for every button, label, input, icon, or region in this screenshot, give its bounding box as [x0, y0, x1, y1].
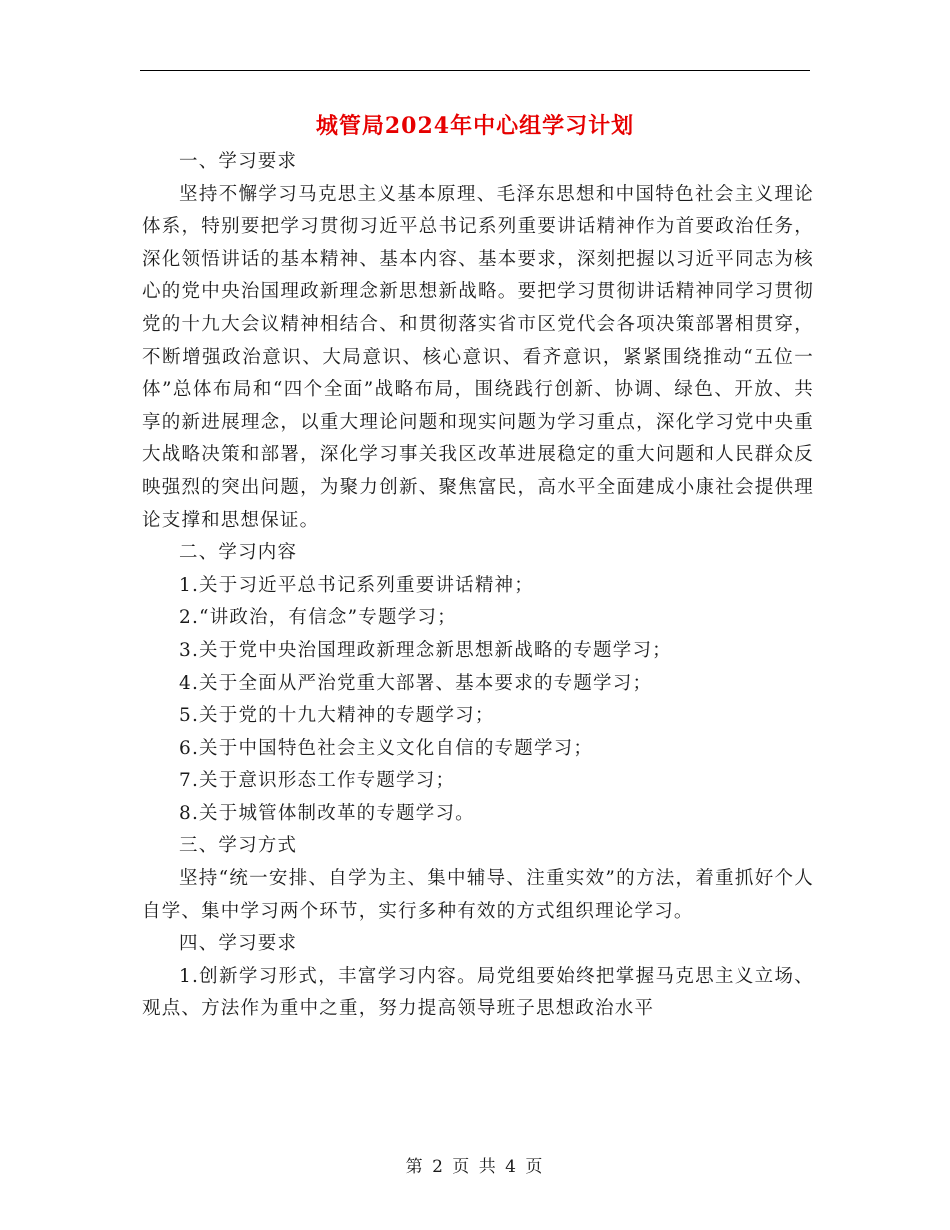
page-number-footer: 第 2 页 共 4 页 [405, 1157, 545, 1177]
section-3-paragraph: 坚持“统一安排、自学为主、集中辅导、注重实效”的方法，着重抓好个人自学、集中学习两个环节，实行多种有效的方式组织理论学习。 [142, 868, 814, 922]
section-heading-1: 一、学习要求 [179, 151, 298, 172]
header-rule [140, 70, 810, 71]
section-heading-4: 四、学习要求 [179, 933, 298, 955]
section-4-paragraph: 1.创新学习形式，丰富学习内容。局党组要始终把掌握马克思主义立场、观点、方法作为重中之重，努力提高领导班子思想政治水平 [142, 965, 814, 1020]
list-item: 8.关于城管体制改革的专题学习。 [179, 802, 475, 824]
list-item: 4.关于全面从严治党重大部署、基本要求的专题学习； [179, 672, 653, 694]
document-body [142, 146, 814, 1026]
section-1-paragraph: 坚持不懈学习马克思主义基本原理、毛泽东思想和中国特色社会主义理论体系，特别要把学习贯彻习近平总书记系列重要讲话精神作为首要政治任务，深化领悟讲话的基本精神、基本内容、基本要求，深刻把握以习近平同志为核心的党中央治国理政新理念新思想新战略。要把学习贯彻讲话精神同学习贯彻党的十九大会议精神相结合、和贯彻落实省市区党代会各项决策部署相贯穿，不断增强政治意识、大局意识、核心意识、看齐意识，紧紧围绕推动“五位一体”总体布局和“四个全面”战略布局，围绕践行创新、协调、绿色、开放、共享的新进展理念，以重大理论问题和现实问题为学习重点，深化学习党中央重大战略决策和部署，深化学习事关我区改革进展稳定的重大问题和人民群众反映强烈的突出问题，为聚力创新、聚焦富民，高水平全面建成小康社会提供理论支撑和思想保证。 [142, 183, 814, 531]
list-item: 7.关于意识形态工作专题学习； [179, 770, 456, 792]
list-item: 5.关于党的十九大精神的专题学习； [179, 705, 495, 727]
list-item: 3.关于党中央治国理政新理念新思想新战略的专题学习； [179, 639, 672, 661]
list-item: 2.“讲政治，有信念”专题学习； [179, 607, 457, 629]
list-item: 1.关于习近平总书记系列重要讲话精神； [179, 574, 534, 596]
section-heading-3: 三、学习方式 [179, 835, 298, 857]
section-heading-2: 二、学习内容 [179, 542, 298, 564]
list-item: 6.关于中国特色社会主义文化自信的专题学习； [179, 737, 594, 759]
document-title: 城管局2024年中心组学习计划 [315, 113, 635, 139]
